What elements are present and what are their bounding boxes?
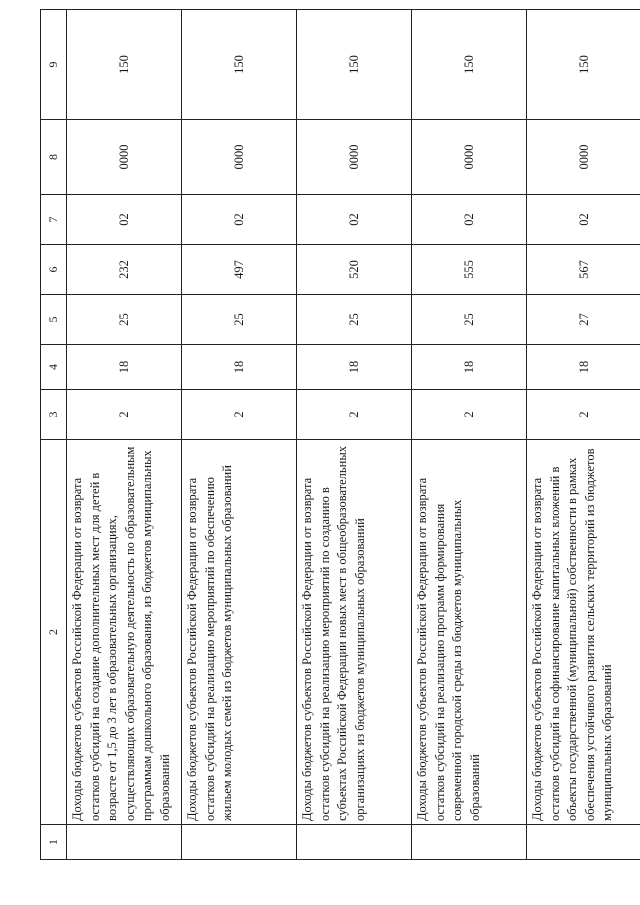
cell-col7: 02 — [527, 195, 640, 245]
cell-col1 — [527, 825, 640, 860]
column-header: 2 — [41, 440, 67, 825]
column-header: 5 — [41, 295, 67, 345]
revenue-codes-table — [40, 9, 640, 860]
cell-description: Доходы бюджетов субъектов Российской Федерации от возврата остатков субсидий на софинансирование капитальных вложений в объекты государственной (муниципальной) собственности в рамках обеспечения устойчивого развития сельских территорий из бюджетов муниципальных образований — [527, 440, 640, 825]
cell-description: Доходы бюджетов субъектов Российской Федерации от возврата остатков субсидий на реализацию мероприятий по обеспечению жильем молодых семей из бюджетов муниципальных образований — [182, 440, 297, 825]
cell-col6: 567 — [527, 245, 640, 295]
cell-col4: 18 — [297, 345, 412, 390]
cell-col5: 25 — [412, 295, 527, 345]
cell-col7: 02 — [297, 195, 412, 245]
cell-col9: 150 — [67, 10, 182, 120]
cell-col3: 2 — [527, 390, 640, 440]
cell-col3: 2 — [412, 390, 527, 440]
cell-col5: 25 — [182, 295, 297, 345]
cell-col7: 02 — [182, 195, 297, 245]
cell-col8: 0000 — [297, 120, 412, 195]
column-header: 9 — [41, 10, 67, 120]
cell-col8: 0000 — [67, 120, 182, 195]
table-row — [182, 10, 297, 860]
column-header: 6 — [41, 245, 67, 295]
column-header: 3 — [41, 390, 67, 440]
cell-col6: 232 — [67, 245, 182, 295]
cell-col5: 27 — [527, 295, 640, 345]
cell-col1 — [182, 825, 297, 860]
cell-description: Доходы бюджетов субъектов Российской Федерации от возврата остатков субсидий на реализацию программ формирования современной городской среды из бюджетов муниципальных образований — [412, 440, 527, 825]
cell-col5: 25 — [67, 295, 182, 345]
cell-col1 — [67, 825, 182, 860]
cell-col4: 18 — [412, 345, 527, 390]
column-header: 7 — [41, 195, 67, 245]
cell-col7: 02 — [412, 195, 527, 245]
cell-col6: 520 — [297, 245, 412, 295]
cell-description: Доходы бюджетов субъектов Российской Федерации от возврата остатков субсидий на реализацию мероприятий по созданию в субъектах Российской Федерации новых мест в общеобразовательных организациях из бюджетов муниципальных образований — [297, 440, 412, 825]
cell-col9: 150 — [412, 10, 527, 120]
column-header: 1 — [41, 825, 67, 860]
table-body — [41, 10, 640, 860]
cell-col4: 18 — [527, 345, 640, 390]
cell-description: Доходы бюджетов субъектов Российской Федерации от возврата остатков субсидий на создание дополнительных мест для детей в возрасте от 1,5 до 3 лет в образовательных организациях, осуществляющих образовательную деятельность по образовательным программам дошкольного образования, из бюджетов муниципальных образований — [67, 440, 182, 825]
cell-col9: 150 — [182, 10, 297, 120]
cell-col4: 18 — [67, 345, 182, 390]
rotated-page — [40, 10, 620, 860]
header-row — [41, 10, 67, 860]
cell-col3: 2 — [297, 390, 412, 440]
cell-col3: 2 — [182, 390, 297, 440]
cell-col1 — [412, 825, 527, 860]
cell-col1 — [297, 825, 412, 860]
cell-col9: 150 — [527, 10, 640, 120]
cell-col8: 0000 — [182, 120, 297, 195]
cell-col5: 25 — [297, 295, 412, 345]
column-header: 4 — [41, 345, 67, 390]
cell-col4: 18 — [182, 345, 297, 390]
table-row — [297, 10, 412, 860]
cell-col6: 497 — [182, 245, 297, 295]
column-header: 8 — [41, 120, 67, 195]
cell-col3: 2 — [67, 390, 182, 440]
cell-col8: 0000 — [412, 120, 527, 195]
table-row — [67, 10, 182, 860]
cell-col9: 150 — [297, 10, 412, 120]
cell-col6: 555 — [412, 245, 527, 295]
cell-col7: 02 — [67, 195, 182, 245]
table-row — [527, 10, 640, 860]
cell-col8: 0000 — [527, 120, 640, 195]
table-row — [412, 10, 527, 860]
